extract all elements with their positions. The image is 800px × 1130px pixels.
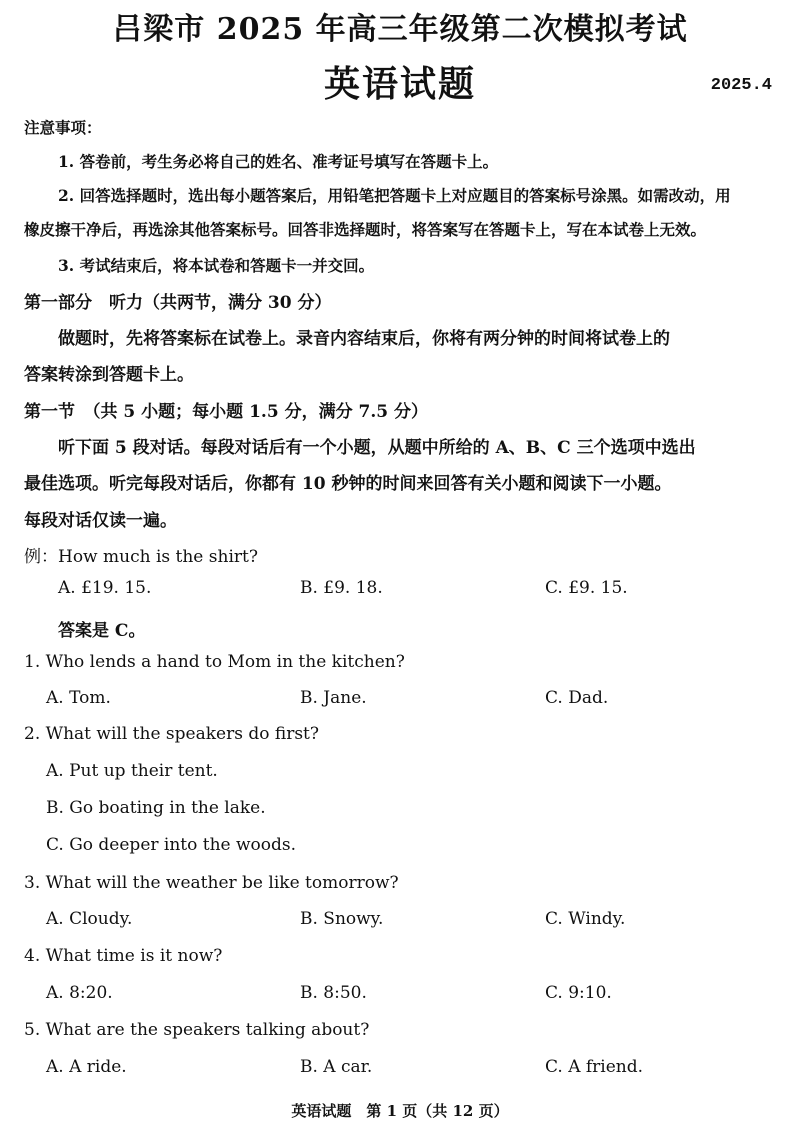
option-b: B. 8:50. bbox=[300, 983, 367, 1003]
section1-heading: 第一节 （共 5 小题；每小题 1.5 分，满分 7.5 分） bbox=[24, 402, 428, 422]
part1-instruction: 答案转涂到答题卡上。 bbox=[24, 365, 194, 385]
option-b: B. Go boating in the lake. bbox=[46, 798, 266, 818]
question-5: 5. What are the speakers talking about? bbox=[24, 1020, 370, 1040]
section1-instruction: 每段对话仅读一遍。 bbox=[24, 511, 177, 531]
option-b: B. Jane. bbox=[300, 688, 367, 708]
option-a: A. Put up their tent. bbox=[46, 761, 218, 781]
section1-instruction: 最佳选项。听完每段对话后，你都有 10 秒钟的时间来回答有关小题和阅读下一小题。 bbox=[24, 474, 672, 494]
question-3: 3. What will the weather be like tomorrow? bbox=[24, 873, 399, 893]
section1-instruction: 听下面 5 段对话。每段对话后有一个小题，从题中所给的 A、B、C 三个选项中选出 bbox=[58, 438, 696, 458]
notice-heading: 注意事项： bbox=[24, 118, 102, 137]
part1-heading: 第一部分 听力（共两节，满分 30 分） bbox=[24, 293, 332, 313]
subject-title: 英语试题 bbox=[323, 63, 476, 105]
question-1: 1. Who lends a hand to Mom in the kitchen? bbox=[24, 652, 405, 672]
option-a: A. Cloudy. bbox=[46, 909, 133, 929]
page-footer: 英语试题 第 1 页（共 12 页） bbox=[291, 1102, 509, 1120]
notice-item: 橡皮擦干净后，再选涂其他答案标号。回答非选择题时，将答案写在答题卡上，写在本试卷上无效。 bbox=[24, 220, 707, 239]
option-a: A. 8:20. bbox=[46, 983, 113, 1003]
option-c: C. Go deeper into the woods. bbox=[46, 835, 297, 855]
option-c: C. Windy. bbox=[545, 909, 626, 929]
option-b: B. Snowy. bbox=[300, 909, 384, 929]
question-4: 4. What time is it now? bbox=[24, 946, 223, 966]
notice-item: 1. 答卷前，考生务必将自己的姓名、准考证号填写在答题卡上。 bbox=[58, 152, 499, 171]
option-c: C. A friend. bbox=[545, 1057, 644, 1077]
notice-item: 2. 回答选择题时，选出每小题答案后，用铅笔把答题卡上对应题目的答案标号涂黑。如需改动，用 bbox=[58, 186, 731, 205]
part1-instruction: 做题时，先将答案标在试卷上。录音内容结束后，你将有两分钟的时间将试卷上的 bbox=[58, 329, 670, 349]
option-a: A. Tom. bbox=[46, 688, 111, 708]
option-c: C. Dad. bbox=[545, 688, 609, 708]
exam-date: 2025.4 bbox=[710, 76, 772, 95]
question-2: 2. What will the speakers do first? bbox=[24, 724, 320, 744]
example-option-c: C. £9. 15. bbox=[545, 578, 628, 598]
option-c: C. 9:10. bbox=[545, 983, 612, 1003]
example-option-a: A. £19. 15. bbox=[58, 578, 152, 598]
example-option-b: B. £9. 18. bbox=[300, 578, 383, 598]
example-answer: 答案是 C。 bbox=[58, 621, 146, 641]
exam-title: 吕梁市 2025 年高三年级第二次模拟考试 bbox=[112, 12, 688, 47]
option-b: B. A car. bbox=[300, 1057, 373, 1077]
notice-item: 3. 考试结束后，将本试卷和答题卡一并交回。 bbox=[58, 256, 375, 275]
example-question: 例：How much is the shirt? bbox=[24, 547, 258, 567]
option-a: A. A ride. bbox=[46, 1057, 127, 1077]
